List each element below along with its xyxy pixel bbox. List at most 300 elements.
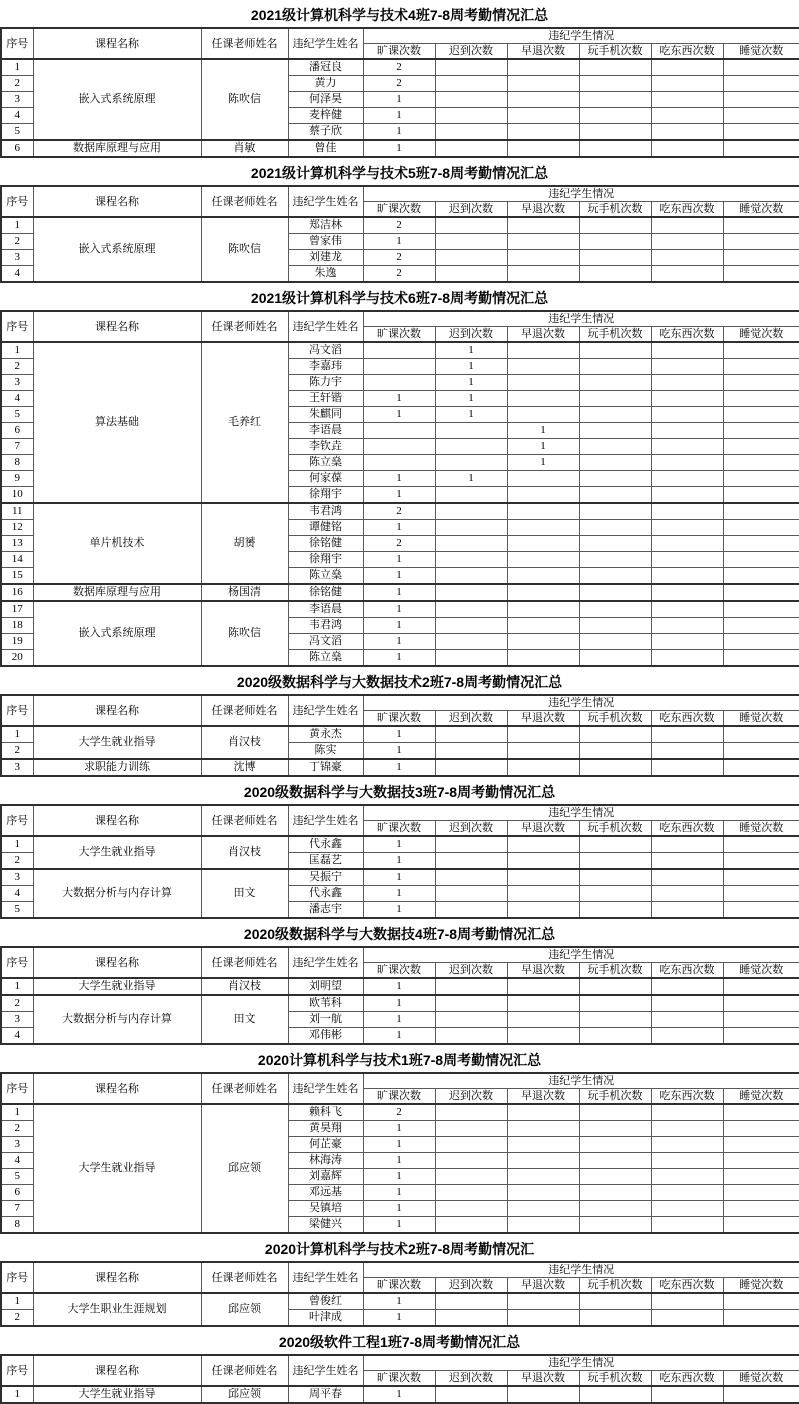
student-cell: 黄永杰: [288, 726, 363, 743]
seq-cell: 2: [1, 234, 33, 250]
course-cell: 大数据分析与内存计算: [33, 995, 201, 1044]
count-cell: [651, 853, 723, 870]
student-cell: 叶津成: [288, 1310, 363, 1327]
count-cell: [507, 1153, 579, 1169]
student-cell: 李嘉玮: [288, 359, 363, 375]
table-header: [1, 1355, 799, 1386]
count-cell: [651, 92, 723, 108]
count-cell: [651, 886, 723, 902]
seq-cell: 4: [1, 886, 33, 902]
table-title: 2021级计算机科学与技术6班7-8周考勤情况汇总: [250, 290, 549, 306]
col-header-seq: 序号: [1, 947, 33, 978]
col-header-violation-group: 违纪学生情况: [363, 186, 799, 202]
count-cell: [651, 1310, 723, 1327]
attendance-table: [0, 804, 799, 919]
count-cell: 2: [363, 536, 435, 552]
count-cell: [507, 375, 579, 391]
count-cell: [579, 552, 651, 568]
count-cell: [435, 869, 507, 886]
seq-cell: 4: [1, 108, 33, 124]
count-cell: 1: [363, 869, 435, 886]
count-cell: 1: [435, 407, 507, 423]
course-cell: 嵌入式系统原理: [33, 217, 201, 282]
count-cell: 1: [435, 342, 507, 359]
count-cell: [507, 342, 579, 359]
count-cell: [651, 76, 723, 92]
col-header-violation-group: 违纪学生情况: [363, 311, 799, 327]
count-cell: [579, 76, 651, 92]
count-cell: [723, 487, 799, 504]
table-title: 2020级数据科学与大数据技术2班7-8周考勤情况汇总: [236, 674, 563, 690]
count-cell: [651, 1217, 723, 1234]
count-cell: [723, 1386, 799, 1403]
count-cell: [435, 618, 507, 634]
attendance-table: [0, 694, 799, 777]
count-cell: [723, 342, 799, 359]
count-cell: [723, 471, 799, 487]
col-header-teacher: 任课老师姓名: [201, 186, 288, 217]
student-cell: 朱麒同: [288, 407, 363, 423]
table-row: [1, 869, 799, 886]
seq-cell: 1: [1, 217, 33, 234]
col-header-violation-type: 迟到次数: [435, 202, 507, 218]
teacher-cell: 肖汉枝: [201, 726, 288, 759]
col-header-violation-type: 吃东西次数: [651, 821, 723, 837]
teacher-cell: 田文: [201, 995, 288, 1044]
seq-cell: 5: [1, 1169, 33, 1185]
count-cell: [435, 250, 507, 266]
count-cell: [651, 552, 723, 568]
student-cell: 邓伟彬: [288, 1028, 363, 1045]
header-row-top: [1, 28, 799, 44]
table-header: [1, 186, 799, 217]
seq-cell: 2: [1, 853, 33, 870]
count-cell: [723, 1153, 799, 1169]
attendance-table: [0, 1072, 799, 1234]
table-body: [1, 836, 799, 918]
col-header-violation-group: 违纪学生情况: [363, 28, 799, 44]
col-header-violation-type: 早退次数: [507, 1089, 579, 1105]
student-cell: 梁健兴: [288, 1217, 363, 1234]
count-cell: [435, 59, 507, 76]
col-header-violation-type: 迟到次数: [435, 711, 507, 727]
table-row: [1, 140, 799, 157]
seq-cell: 8: [1, 455, 33, 471]
count-cell: 1: [363, 1217, 435, 1234]
student-cell: 郑洁林: [288, 217, 363, 234]
col-header-violation-type: 吃东西次数: [651, 711, 723, 727]
col-header-course: 课程名称: [33, 1073, 201, 1104]
count-cell: [651, 455, 723, 471]
count-cell: 1: [363, 902, 435, 919]
count-cell: [579, 59, 651, 76]
student-cell: 丁锦豪: [288, 759, 363, 776]
count-cell: 1: [435, 471, 507, 487]
col-header-teacher: 任课老师姓名: [201, 1262, 288, 1293]
count-cell: [579, 1121, 651, 1137]
count-cell: [723, 92, 799, 108]
count-cell: [723, 1028, 799, 1045]
count-cell: 1: [363, 618, 435, 634]
count-cell: [579, 217, 651, 234]
count-cell: 1: [363, 1310, 435, 1327]
col-header-seq: 序号: [1, 695, 33, 726]
teacher-cell: 邱应领: [201, 1104, 288, 1233]
student-cell: 何芷豪: [288, 1137, 363, 1153]
count-cell: [651, 375, 723, 391]
count-cell: [651, 250, 723, 266]
count-cell: [579, 1293, 651, 1310]
count-cell: [651, 503, 723, 520]
count-cell: 1: [363, 92, 435, 108]
count-cell: [579, 234, 651, 250]
table-title: 2020计算机科学与技术1班7-8周考勤情况汇总: [257, 1052, 542, 1068]
teacher-cell: 胡赟: [201, 503, 288, 584]
count-cell: 1: [363, 836, 435, 853]
table-title: 2021级计算机科学与技术5班7-8周考勤情况汇总: [250, 165, 549, 181]
count-cell: [363, 359, 435, 375]
count-cell: [435, 217, 507, 234]
report-section: [0, 785, 799, 919]
attendance-table: [0, 946, 799, 1045]
count-cell: [651, 140, 723, 157]
seq-cell: 2: [1, 743, 33, 760]
table-header: [1, 1073, 799, 1104]
col-header-violation-type: 吃东西次数: [651, 1089, 723, 1105]
course-cell: 嵌入式系统原理: [33, 59, 201, 140]
count-cell: [723, 886, 799, 902]
count-cell: [507, 995, 579, 1012]
table-row: [1, 503, 799, 520]
count-cell: [579, 1185, 651, 1201]
attendance-report: [0, 8, 799, 1404]
col-header-violation-type: 吃东西次数: [651, 44, 723, 60]
col-header-violation-type: 早退次数: [507, 44, 579, 60]
seq-cell: 3: [1, 1137, 33, 1153]
seq-cell: 3: [1, 250, 33, 266]
count-cell: [507, 234, 579, 250]
table-title: 2021级计算机科学与技术4班7-8周考勤情况汇总: [250, 7, 549, 23]
col-header-violation-group: 违纪学生情况: [363, 695, 799, 711]
seq-cell: 1: [1, 726, 33, 743]
count-cell: [435, 536, 507, 552]
col-header-violation-type: 睡觉次数: [723, 711, 799, 727]
seq-cell: 20: [1, 650, 33, 667]
count-cell: [363, 455, 435, 471]
table-row: [1, 1104, 799, 1121]
count-cell: [651, 650, 723, 667]
count-cell: [723, 250, 799, 266]
col-header-violation-type: 睡觉次数: [723, 327, 799, 343]
attendance-table: [0, 27, 799, 158]
count-cell: [651, 124, 723, 141]
seq-cell: 19: [1, 634, 33, 650]
col-header-violation-type: 早退次数: [507, 711, 579, 727]
count-cell: [723, 568, 799, 585]
count-cell: 1: [507, 423, 579, 439]
col-header-violation-type: 吃东西次数: [651, 202, 723, 218]
table-row: [1, 726, 799, 743]
report-section: [0, 1242, 799, 1327]
count-cell: [723, 375, 799, 391]
count-cell: [651, 266, 723, 283]
seq-cell: 1: [1, 978, 33, 995]
teacher-cell: 田文: [201, 869, 288, 918]
col-header-seq: 序号: [1, 1262, 33, 1293]
count-cell: 1: [363, 584, 435, 601]
count-cell: 2: [363, 250, 435, 266]
count-cell: [651, 1121, 723, 1137]
count-cell: [723, 995, 799, 1012]
count-cell: 2: [363, 217, 435, 234]
table-body: [1, 1104, 799, 1233]
table-body: [1, 726, 799, 776]
teacher-cell: 陈吹信: [201, 217, 288, 282]
student-cell: 李语晨: [288, 423, 363, 439]
col-header-violation-type: 旷课次数: [363, 963, 435, 979]
count-cell: [651, 234, 723, 250]
count-cell: [651, 217, 723, 234]
count-cell: [651, 1012, 723, 1028]
student-cell: 何泽昊: [288, 92, 363, 108]
count-cell: [651, 471, 723, 487]
teacher-cell: 邱应领: [201, 1386, 288, 1403]
student-cell: 陈立燊: [288, 455, 363, 471]
count-cell: 1: [363, 1153, 435, 1169]
report-section: [0, 675, 799, 777]
col-header-violation-type: 早退次数: [507, 1371, 579, 1387]
count-cell: [579, 503, 651, 520]
count-cell: [435, 552, 507, 568]
count-cell: [651, 978, 723, 995]
col-header-violation-type: 旷课次数: [363, 202, 435, 218]
count-cell: [579, 487, 651, 504]
col-header-violation-type: 睡觉次数: [723, 202, 799, 218]
count-cell: 1: [363, 1386, 435, 1403]
count-cell: [651, 1137, 723, 1153]
count-cell: [723, 1121, 799, 1137]
count-cell: 1: [363, 520, 435, 536]
count-cell: [579, 618, 651, 634]
count-cell: [723, 601, 799, 618]
table-row: [1, 1386, 799, 1403]
seq-cell: 1: [1, 1386, 33, 1403]
student-cell: 李钦垚: [288, 439, 363, 455]
header-row-top: [1, 805, 799, 821]
table-body: [1, 1293, 799, 1326]
seq-cell: 17: [1, 601, 33, 618]
count-cell: [507, 217, 579, 234]
count-cell: [507, 978, 579, 995]
report-section: [0, 291, 799, 667]
report-section: [0, 927, 799, 1045]
teacher-cell: 陈吹信: [201, 601, 288, 666]
count-cell: 1: [363, 108, 435, 124]
count-cell: 1: [363, 1137, 435, 1153]
student-cell: 黄昊翔: [288, 1121, 363, 1137]
count-cell: [651, 423, 723, 439]
count-cell: [579, 1028, 651, 1045]
header-row-top: [1, 311, 799, 327]
student-cell: 吴镇培: [288, 1201, 363, 1217]
count-cell: [579, 886, 651, 902]
count-cell: [507, 650, 579, 667]
count-cell: [723, 520, 799, 536]
count-cell: [507, 601, 579, 618]
col-header-violation-type: 玩手机次数: [579, 711, 651, 727]
count-cell: [651, 536, 723, 552]
student-cell: 何家葆: [288, 471, 363, 487]
count-cell: [435, 759, 507, 776]
count-cell: [507, 1185, 579, 1201]
count-cell: 2: [363, 503, 435, 520]
count-cell: [435, 726, 507, 743]
col-header-violation-type: 玩手机次数: [579, 1278, 651, 1294]
count-cell: [435, 234, 507, 250]
header-row-top: [1, 1262, 799, 1278]
count-cell: [723, 836, 799, 853]
count-cell: [651, 359, 723, 375]
col-header-violation-type: 吃东西次数: [651, 1371, 723, 1387]
count-cell: [579, 520, 651, 536]
count-cell: [651, 439, 723, 455]
col-header-violation-group: 违纪学生情况: [363, 1073, 799, 1089]
attendance-table: [0, 185, 799, 283]
table-row: [1, 978, 799, 995]
count-cell: [723, 869, 799, 886]
header-row-top: [1, 1355, 799, 1371]
count-cell: [507, 1012, 579, 1028]
col-header-course: 课程名称: [33, 805, 201, 836]
teacher-cell: 沈博: [201, 759, 288, 776]
count-cell: [579, 1153, 651, 1169]
col-header-seq: 序号: [1, 1073, 33, 1104]
seq-cell: 4: [1, 266, 33, 283]
count-cell: [435, 439, 507, 455]
count-cell: [435, 1386, 507, 1403]
student-cell: 潘志宇: [288, 902, 363, 919]
course-cell: 大学生职业生涯规划: [33, 1293, 201, 1326]
count-cell: [507, 759, 579, 776]
count-cell: [579, 1386, 651, 1403]
col-header-teacher: 任课老师姓名: [201, 311, 288, 342]
col-header-student: 违纪学生姓名: [288, 186, 363, 217]
student-cell: 匡磊艺: [288, 853, 363, 870]
student-cell: 冯文滔: [288, 634, 363, 650]
col-header-teacher: 任课老师姓名: [201, 1073, 288, 1104]
col-header-student: 违纪学生姓名: [288, 947, 363, 978]
col-header-student: 违纪学生姓名: [288, 28, 363, 59]
count-cell: 1: [435, 391, 507, 407]
count-cell: 1: [363, 853, 435, 870]
count-cell: [507, 140, 579, 157]
course-cell: 大学生就业指导: [33, 978, 201, 995]
count-cell: [579, 568, 651, 585]
table-body: [1, 978, 799, 1044]
student-cell: 刘嘉辉: [288, 1169, 363, 1185]
student-cell: 冯文滔: [288, 342, 363, 359]
count-cell: 1: [435, 359, 507, 375]
count-cell: [723, 59, 799, 76]
count-cell: [579, 726, 651, 743]
table-body: [1, 342, 799, 666]
student-cell: 潘冠良: [288, 59, 363, 76]
student-cell: 蔡子欣: [288, 124, 363, 141]
count-cell: [507, 1137, 579, 1153]
count-cell: [651, 869, 723, 886]
count-cell: [507, 1310, 579, 1327]
count-cell: [507, 584, 579, 601]
count-cell: [723, 439, 799, 455]
count-cell: [723, 618, 799, 634]
count-cell: [723, 140, 799, 157]
count-cell: [651, 601, 723, 618]
count-cell: [579, 407, 651, 423]
col-header-course: 课程名称: [33, 311, 201, 342]
student-cell: 曾家伟: [288, 234, 363, 250]
count-cell: [579, 391, 651, 407]
col-header-violation-type: 早退次数: [507, 963, 579, 979]
count-cell: [507, 634, 579, 650]
count-cell: [723, 1012, 799, 1028]
count-cell: [579, 902, 651, 919]
student-cell: 周平春: [288, 1386, 363, 1403]
count-cell: [651, 618, 723, 634]
seq-cell: 1: [1, 342, 33, 359]
count-cell: 1: [363, 471, 435, 487]
count-cell: [507, 536, 579, 552]
count-cell: [651, 759, 723, 776]
count-cell: 2: [363, 76, 435, 92]
seq-cell: 5: [1, 124, 33, 141]
count-cell: 1: [363, 1012, 435, 1028]
count-cell: [651, 520, 723, 536]
count-cell: 2: [363, 59, 435, 76]
col-header-violation-type: 迟到次数: [435, 1371, 507, 1387]
seq-cell: 14: [1, 552, 33, 568]
table-header: [1, 1262, 799, 1293]
count-cell: [507, 59, 579, 76]
count-cell: [651, 743, 723, 760]
col-header-violation-type: 睡觉次数: [723, 1371, 799, 1387]
count-cell: [507, 76, 579, 92]
count-cell: [723, 1293, 799, 1310]
count-cell: [723, 978, 799, 995]
report-section: [0, 1335, 799, 1404]
count-cell: 2: [363, 1104, 435, 1121]
count-cell: [651, 487, 723, 504]
col-header-violation-type: 玩手机次数: [579, 963, 651, 979]
seq-cell: 4: [1, 391, 33, 407]
count-cell: [507, 552, 579, 568]
teacher-cell: 肖汉枝: [201, 978, 288, 995]
attendance-table: [0, 1354, 799, 1404]
count-cell: [723, 503, 799, 520]
count-cell: 1: [363, 759, 435, 776]
count-cell: [579, 995, 651, 1012]
col-header-violation-type: 旷课次数: [363, 711, 435, 727]
count-cell: [507, 1121, 579, 1137]
col-header-seq: 序号: [1, 28, 33, 59]
student-cell: 代永鑫: [288, 836, 363, 853]
teacher-cell: 毛养红: [201, 342, 288, 503]
count-cell: 1: [363, 650, 435, 667]
count-cell: 1: [363, 726, 435, 743]
course-cell: 算法基础: [33, 342, 201, 503]
attendance-table: [0, 310, 799, 667]
count-cell: 1: [363, 1201, 435, 1217]
seq-cell: 15: [1, 568, 33, 585]
